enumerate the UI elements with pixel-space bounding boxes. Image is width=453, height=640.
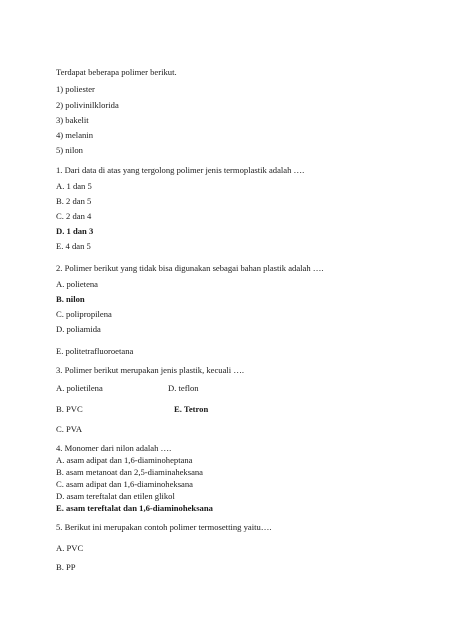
q4-option-c: C. asam adipat dan 1,6-diaminoheksana (56, 479, 193, 489)
intro-text: Terdapat beberapa polimer berikut. (56, 67, 177, 77)
question-1: 1. Dari data di atas yang tergolong polimer jenis termoplastik adalah …. (56, 165, 305, 175)
q1-option-c: C. 2 dan 4 (56, 211, 92, 221)
q5-option-a: A. PVC (56, 543, 84, 553)
q1-option-e: E. 4 dan 5 (56, 241, 91, 251)
q4-option-e-answer: E. asam tereftalat dan 1,6-diaminoheksana (56, 503, 213, 513)
q4-option-a: A. asam adipat dan 1,6-diaminoheptana (56, 455, 193, 465)
q3-option-d: D. teflon (168, 383, 199, 393)
q1-option-b: B. 2 dan 5 (56, 196, 92, 206)
q2-option-d: D. poliamida (56, 324, 101, 334)
question-3: 3. Polimer berikut merupakan jenis plastik, kecuali …. (56, 365, 245, 375)
q4-option-b: B. asam metanoat dan 2,5-diaminaheksana (56, 467, 204, 477)
q2-option-b-answer: B. nilon (56, 294, 85, 304)
q3-option-e-answer: E. Tetron (174, 404, 209, 414)
q2-option-c: C. polipropilena (56, 309, 112, 319)
question-4: 4. Monomer dari nilon adalah …. (56, 443, 172, 453)
q5-option-b: B. PP (56, 562, 76, 572)
q1-option-a: A. 1 dan 5 (56, 181, 92, 191)
q1-option-d-answer: D. 1 dan 3 (56, 226, 94, 236)
q3-option-a: A. polietilena (56, 383, 103, 393)
q4-option-d: D. asam tereftalat dan etilen glikol (56, 491, 175, 501)
intro-item: 4) melanin (56, 130, 93, 140)
intro-item: 1) poliester (56, 84, 95, 94)
intro-item: 3) bakelit (56, 115, 89, 125)
q3-option-c: C. PVA (56, 424, 83, 434)
q2-option-a: A. polietena (56, 279, 98, 289)
q3-option-b: B. PVC (56, 404, 83, 414)
question-2: 2. Polimer berikut yang tidak bisa digunakan sebagai bahan plastik adalah …. (56, 263, 324, 273)
intro-item: 2) polivinilklorida (56, 100, 119, 110)
intro-item: 5) nilon (56, 145, 83, 155)
q2-option-e: E. politetrafluoroetana (56, 346, 134, 356)
question-5: 5. Berikut ini merupakan contoh polimer termosetting yaitu…. (56, 522, 272, 532)
